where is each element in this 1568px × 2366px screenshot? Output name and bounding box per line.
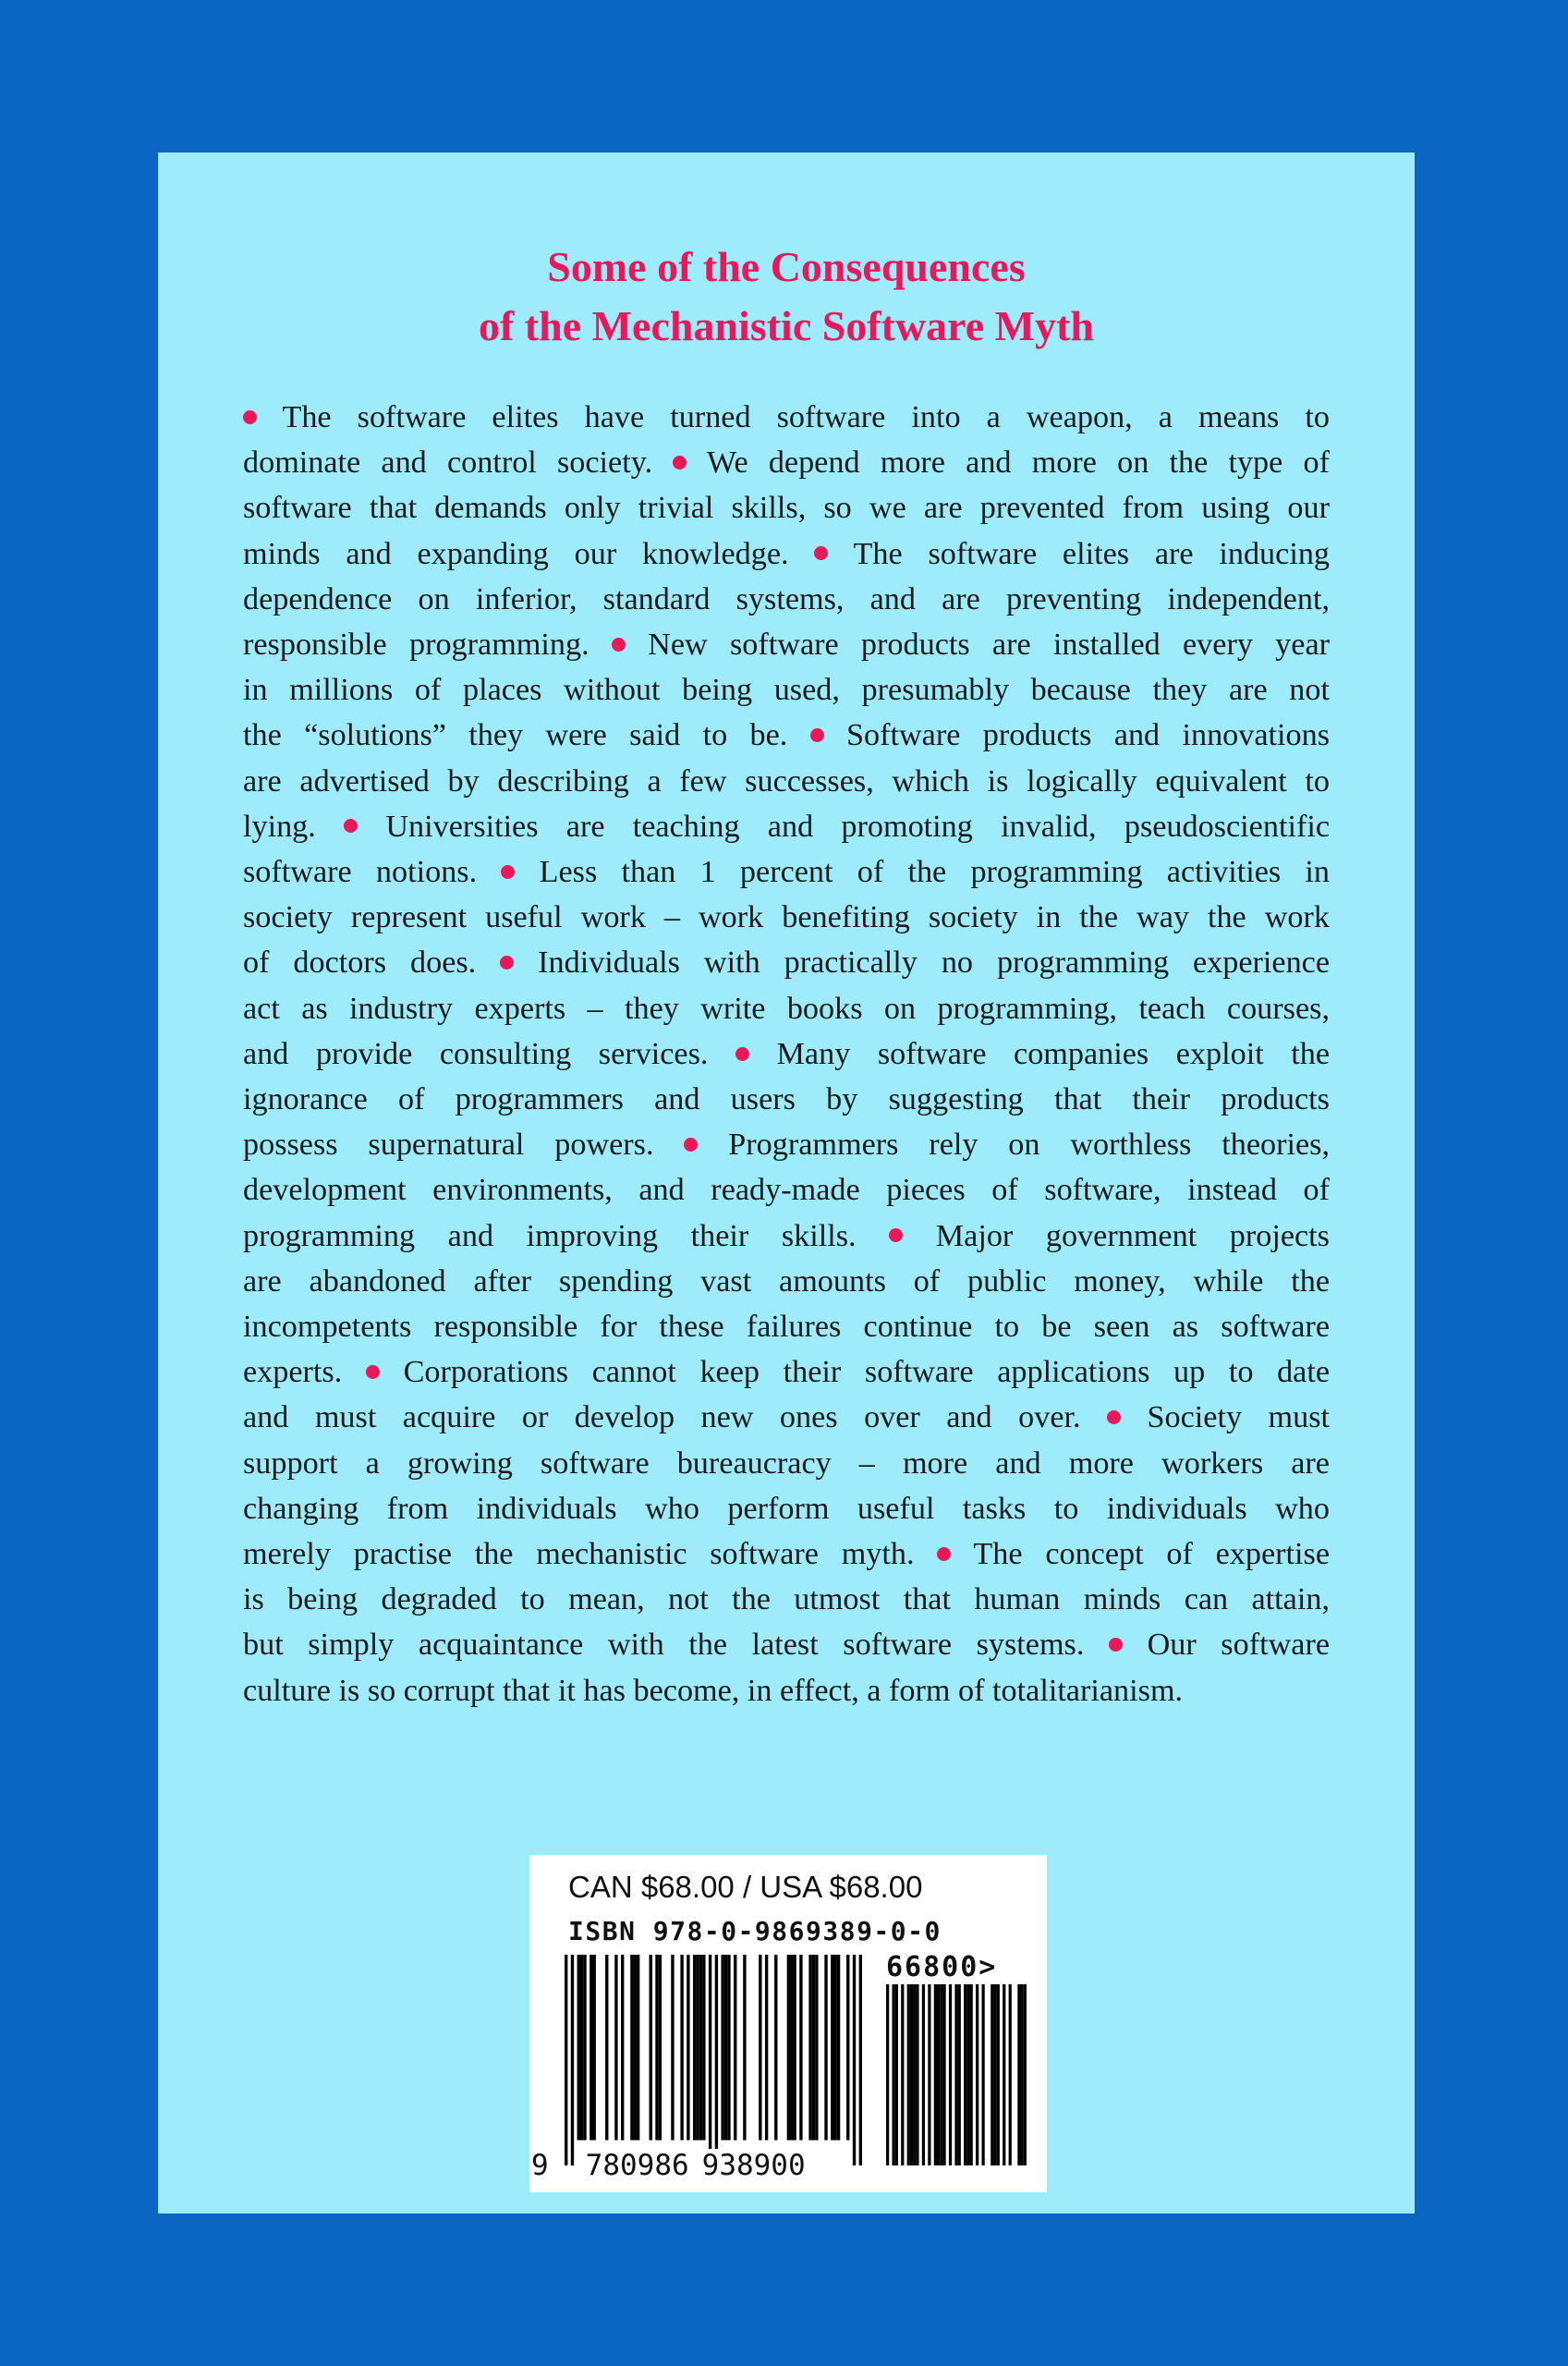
text-line: software notions. Less than 1 percent of the programming activities in	[243, 855, 1330, 890]
barcode-bar	[859, 1955, 862, 2165]
isbn-text: ISBN 978-0-9869389-0-0	[568, 1916, 942, 1946]
barcode-bar	[970, 1984, 973, 2165]
consequences-text	[243, 395, 1330, 1714]
text-line: the “solutions” they were said to be. Software products and innovations	[243, 718, 1331, 753]
barcode-bar	[759, 1955, 761, 2140]
barcode-bar	[621, 1955, 624, 2140]
bullet-icon	[366, 1365, 380, 1379]
barcode-digit-first: 9	[531, 2149, 549, 2182]
barcode-bar	[934, 1984, 937, 2165]
text-line: minds and expanding our knowledge. The software elites are inducing	[243, 536, 1331, 571]
text-line: software that demands only trivial skills, so we are prevented from using our	[243, 491, 1330, 526]
barcode-bar	[687, 1955, 689, 2140]
barcode-bar	[837, 1955, 840, 2140]
barcode-bar	[901, 1984, 904, 2165]
title-line-1: Some of the Consequences	[547, 243, 1026, 290]
barcode-bar	[743, 1955, 746, 2140]
barcode-bar	[981, 1984, 984, 2165]
barcode-bar	[907, 1984, 910, 2165]
title-line-2: of the Mechanistic Software Myth	[478, 302, 1094, 349]
text-line: changing from individuals who perform useful tasks to individuals who	[243, 1491, 1330, 1526]
addon-digits: 66800>	[886, 1951, 998, 1983]
barcode-bar	[940, 1984, 942, 2165]
barcode-bar	[886, 1984, 889, 2165]
barcode-bar	[824, 1955, 827, 2140]
barcode-bar	[799, 1955, 802, 2140]
text-line: is being degraded to mean, not the utmost that human minds can attain,	[243, 1582, 1330, 1617]
text-line: and must acquire or develop new ones over and over. Society must	[243, 1400, 1331, 1435]
barcode-bar	[680, 1955, 683, 2140]
text-line: society represent useful work – work benefiting society in the way the work	[243, 900, 1330, 935]
barcode-bar	[913, 1984, 916, 2165]
barcode-bar	[721, 1955, 723, 2140]
barcode-bar	[590, 1955, 592, 2140]
barcode-bar	[1024, 1984, 1027, 2165]
barcode-bar	[1021, 1984, 1024, 2165]
barcode-bar	[976, 1984, 978, 2165]
bullet-icon	[937, 1547, 951, 1561]
bullet-icon	[810, 728, 824, 742]
text-line: lying. Universities are teaching and promoting invalid, pseudoscientific	[243, 809, 1331, 844]
barcode-bar	[650, 1955, 652, 2140]
barcode-bar	[630, 1955, 633, 2140]
text-line: programming and improving their skills. Major government projects	[243, 1218, 1330, 1253]
barcode-bar	[693, 1955, 696, 2140]
barcode-bar	[991, 1984, 993, 2165]
bullet-icon	[684, 1138, 698, 1152]
barcode-bar	[997, 1984, 1000, 2165]
barcode-bar	[922, 1984, 925, 2165]
barcode-bar	[774, 1955, 777, 2140]
barcode-bar	[734, 1955, 736, 2140]
barcode-bar	[583, 1955, 586, 2140]
text-line: act as industry experts – they write books on programming, teach courses,	[243, 991, 1330, 1026]
barcode-bar	[831, 1955, 833, 2140]
barcode-bar	[853, 1955, 856, 2165]
bullet-icon	[673, 456, 687, 470]
barcode-bar	[1017, 1984, 1020, 2165]
text-line: incompetents responsible for these failures continue to be seen as software	[243, 1310, 1330, 1345]
barcode-bar	[942, 1984, 945, 2165]
text-line: and provide consulting services. Many software companies exploit the	[243, 1036, 1330, 1071]
barcode-bar	[787, 1955, 790, 2140]
barcode-bar	[614, 1955, 617, 2140]
text-line: responsible programming. New software products are installed every year	[243, 628, 1331, 663]
barcode-bar	[993, 1984, 996, 2165]
barcode-bar	[671, 1955, 674, 2140]
text-line: experts. Corporations cannot keep their software applications up to date	[243, 1355, 1331, 1390]
barcode-label	[529, 1855, 1047, 2192]
barcode-bar	[916, 1984, 918, 2165]
barcode-bar	[655, 1955, 658, 2140]
barcode-bar	[910, 1984, 913, 2165]
barcode-bar	[571, 1955, 574, 2165]
barcode-bar	[937, 1984, 940, 2165]
bullet-icon	[889, 1228, 903, 1242]
text-line: dependence on inferior, standard systems, and are preventing independent,	[243, 581, 1330, 616]
barcode-bar	[765, 1955, 768, 2140]
bullet-icon	[1109, 1638, 1123, 1652]
barcode-bar	[928, 1984, 930, 2165]
barcode-bar	[808, 1955, 811, 2140]
barcode-bar	[696, 1955, 699, 2140]
barcode-bar	[634, 1955, 637, 2140]
barcode-bar	[790, 1955, 793, 2140]
text-line: culture is so corrupt that it has become, in effect, a form of totalitarianism.	[243, 1673, 1184, 1708]
barcode-bar	[637, 1955, 639, 2140]
text-line: in millions of places without being used, presumably because they are not	[243, 673, 1330, 708]
barcode-bar	[815, 1955, 818, 2140]
barcode-bar	[954, 1984, 957, 2165]
barcode-bar	[605, 1955, 608, 2140]
price-text: CAN $68.00 / USA $68.00	[568, 1870, 923, 1904]
barcode-bar	[699, 1955, 702, 2140]
text-line: dominate and control society. We depend more and more on the type of	[243, 445, 1330, 481]
barcode-bar	[715, 1955, 718, 2165]
text-line: ignorance of programmers and users by suggesting that their products	[243, 1082, 1330, 1117]
barcode-bar	[724, 1955, 727, 2140]
bullet-icon	[612, 638, 626, 652]
text-line: of doctors does. Individuals with practically no programming experience	[243, 945, 1331, 981]
text-line: are advertised by describing a few successes, which is logically equivalent to	[243, 763, 1330, 799]
bullet-icon	[814, 546, 828, 560]
barcode-bar	[964, 1984, 966, 2165]
barcode-bar	[892, 1984, 894, 2165]
text-line: but simply acquaintance with the latest software systems. Our software	[243, 1628, 1331, 1663]
barcode-digits-right: 938900	[701, 2149, 806, 2182]
barcode-digits	[531, 2149, 806, 2182]
barcode-bar	[565, 1955, 567, 2165]
back-cover-panel	[158, 152, 1415, 2214]
text-line: merely practise the mechanistic software myth. The concept of expertise	[243, 1537, 1330, 1572]
barcode-bar	[812, 1955, 815, 2140]
cover-title	[158, 238, 1415, 356]
bullet-icon	[1107, 1410, 1121, 1424]
text-line: possess supernatural powers. Programmers rely on worthless theories,	[243, 1128, 1331, 1163]
barcode-bar	[659, 1955, 662, 2140]
bullet-icon	[500, 956, 514, 970]
barcode-bar	[702, 1955, 705, 2140]
bullet-icon	[735, 1047, 749, 1061]
barcode-bar	[593, 1955, 596, 2140]
barcode-digits-left: 780986	[585, 2149, 689, 2182]
barcode-bar	[577, 1955, 580, 2140]
barcode-bar	[966, 1984, 969, 2165]
text-line: are abandoned after spending vast amounts of public money, while the	[243, 1263, 1330, 1299]
bullet-icon	[501, 865, 515, 879]
addon-barcode	[886, 1984, 1027, 2165]
barcode-bar	[958, 1984, 961, 2165]
barcode-bar	[793, 1955, 796, 2140]
barcode-bar	[1009, 1984, 1012, 2165]
barcode-bar	[580, 1955, 583, 2140]
barcode-bar	[833, 1955, 836, 2140]
bullet-icon	[243, 410, 257, 424]
text-line: The software elites have turned software into a weapon, a means to	[243, 395, 1330, 440]
text-line: development environments, and ready-made pieces of software, instead of	[243, 1173, 1330, 1208]
barcode-bar	[709, 1955, 711, 2165]
bullet-icon	[344, 819, 358, 833]
barcode-bar	[949, 1984, 952, 2165]
barcode-bar	[846, 1955, 849, 2140]
barcode-bar	[727, 1955, 730, 2140]
barcode-bar	[1003, 1984, 1005, 2165]
barcode-bar	[895, 1984, 898, 2165]
text-line: support a growing software bureaucracy – more and more workers are	[243, 1445, 1330, 1481]
ean13-barcode	[565, 1955, 862, 2165]
